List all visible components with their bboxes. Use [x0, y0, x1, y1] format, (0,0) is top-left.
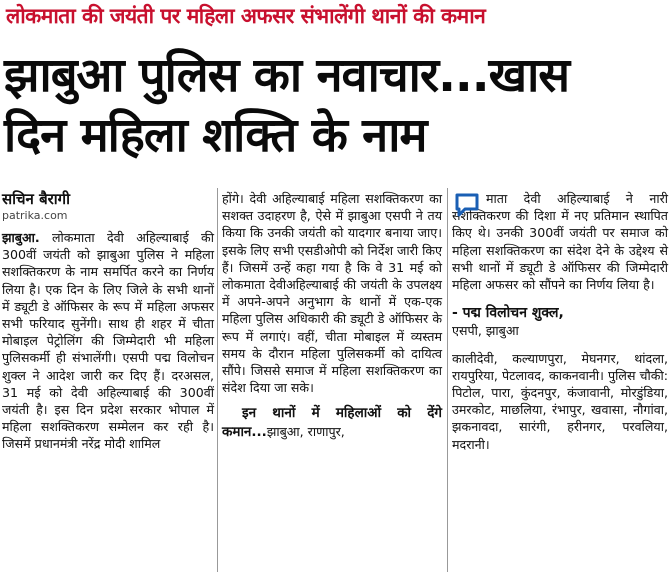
- column-divider: [217, 188, 218, 572]
- article-column-1: [2, 190, 214, 453]
- main-headline: [4, 46, 666, 166]
- headline-line-2: दिन महिला शक्ति के नाम: [4, 108, 427, 163]
- article-column-3: [452, 190, 668, 453]
- kicker-headline: लोकमाता की जयंती पर महिला अफसर संभालेंगी थानों की कमान: [6, 4, 486, 28]
- stations-subsection: [222, 404, 442, 440]
- dateline: झाबुआ.: [2, 230, 40, 245]
- paragraph-body: लोकमाता देवी अहिल्याबाई की 300वीं जयंती को झाबुआ पुलिस ने महिला सशक्तिकरण के नाम समर्पित करने का निर्णय लिया है। एक दिन के लिए जिले के सभी थानों में ड्यूटी डे ऑफिसर के रूप में महिला अफसर सभी फरियाद सुनेंगी। साथ ही शहर में चीता मोबाइल पेट्रोलिंग की जिम्मेदारी भी महिला पुलिसकर्मी ही संभालेंगी। एसपी पद्म विलोचन शुक्ल ने आदेश जारी कर दिए हैं। दरअसल, 31 मई को देवी अहिल्याबाई की 300वीं जयंती है। इस दिन प्रदेश सरकार भोपाल में महिला सशक्तिकरण सम्मेलन कर रही है। जिसमें प्रधानमंत्री नरेंद्र मोदी शामिल: [2, 230, 214, 452]
- quote-author: - पद्म विलोचन शुक्ल,: [452, 305, 564, 322]
- quote-text: माता देवी अहिल्याबाई ने नारी सशक्तिकरण की दिशा में नए प्रतिमान स्थापित किए थे। उनकी 300वीं जयंती पर समाज को महिला सशक्तिकरण का संदेश देने के उद्देश्य से सभी थानों में ड्यूटी डे ऑफिसर की जिम्मेदारी महिला अफसर को सौंपने का निर्णय लिया है।: [452, 191, 668, 293]
- article-paragraph: [2, 229, 214, 453]
- subhead-continuation: झाबुआ, राणापुर,: [266, 423, 345, 439]
- subhead: इन थानों में महिलाओं को देंगे कमान...: [222, 405, 442, 440]
- headline-line-1: झाबुआ पुलिस का नवाचार...खास: [4, 48, 570, 103]
- quote-role: एसपी, झाबुआ: [452, 323, 519, 339]
- quote-icon: [454, 192, 480, 218]
- stations-list: कालीदेवी, कल्याणपुरा, मेघनगर, थांदला, रायपुरिया, पेटलावद, काकनवानी। पुलिस चौकी: पिटोल, पारा, कुंदनपुर, कंजावानी, मोरडुंडिया, उमरकोट, माछलिया, रंभापुर, खवासा, नौगांवा, झकनावदा, सारंगी, हरीनगर, परवलिया, मदरानी।: [452, 350, 668, 452]
- pull-quote: [452, 190, 668, 293]
- byline-site: patrika.com: [2, 209, 68, 222]
- byline-name: सचिन बैरागी: [2, 190, 71, 208]
- article-column-2: [222, 190, 442, 441]
- article-paragraph: होंगे। देवी अहिल्याबाई महिला सशक्तिकरण का सशक्त उदाहरण है, ऐसे में झाबुआ एसपी ने तय किया कि उनकी जयंती को यादगार बनाया जाए। इसके लिए सभी एसडीओपी को निर्देश जारी किए हैं। जिसमें उन्हें कहा गया है कि वे 31 मई को लोकमाता देवीअहिल्याबाई की जयंती के उपलक्ष्य में अपने-अपने अनुभाग के थानों में एक-एक महिला पुलिस अधिकारी की ड्यूटी डे ऑफिसर के रूप में लगाएं। वहीं, चीता मोबाइल में व्यस्तम समय के दौरान महिला पुलिसकर्मी को दायित्व सौंपे। जिससे समाज में महिला सशक्तिकरण का संदेश दिया जा सके।: [222, 191, 442, 396]
- column-divider: [447, 188, 448, 572]
